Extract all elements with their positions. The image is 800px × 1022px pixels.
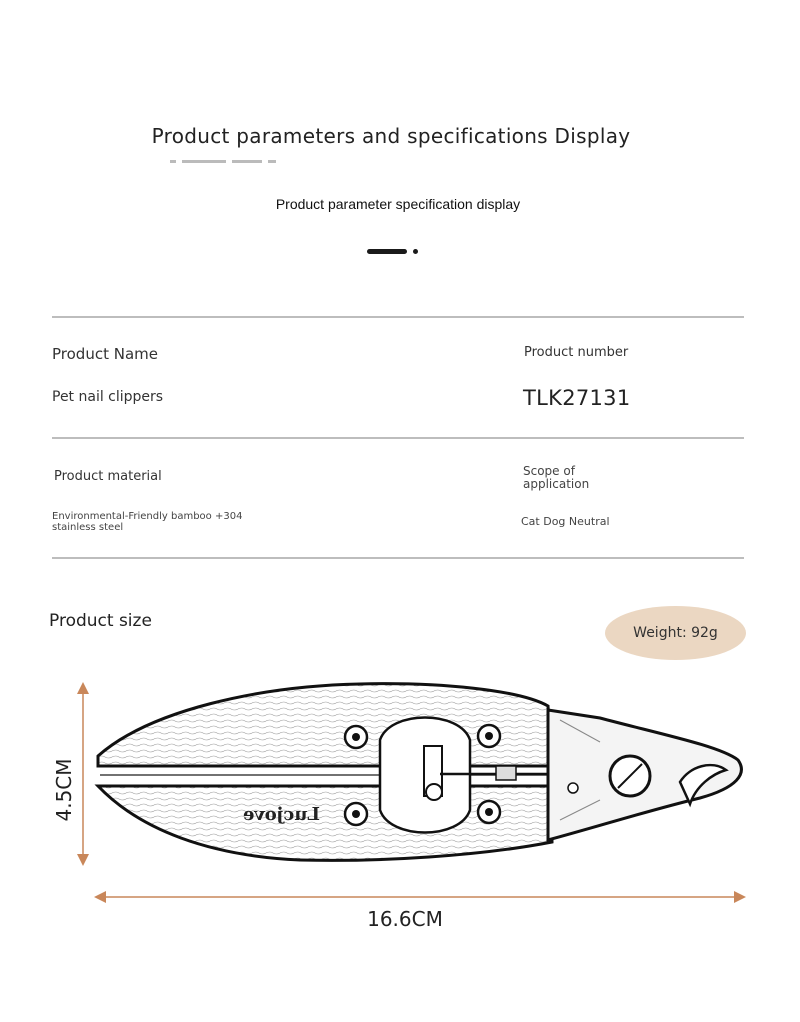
product-number-value: TLK27131 — [523, 386, 631, 410]
product-material-value-line2: stainless steel — [52, 522, 124, 533]
product-size-label: Product size — [49, 611, 152, 631]
product-material-value-line1: Environmental-Friendly bamboo +304 — [52, 511, 243, 522]
product-number-label: Product number — [524, 345, 629, 360]
length-dimension-label: 16.6CM — [367, 907, 443, 931]
brand-mark: Lucjove — [242, 804, 320, 825]
decorative-faded-text — [170, 160, 370, 166]
scope-label — [523, 465, 589, 491]
product-name-value: Pet nail clippers — [52, 389, 164, 405]
weight-text: Weight: 92g — [633, 625, 718, 641]
product-material-value — [52, 511, 242, 533]
page-subtitle: Product parameter specification display — [275, 196, 521, 212]
scope-label-line1: Scope of — [523, 464, 575, 478]
lower-handle — [98, 786, 552, 860]
decorative-dash — [367, 249, 407, 254]
scope-label-line2: application — [523, 477, 590, 491]
product-material-label: Product material — [54, 469, 162, 484]
divider-middle — [52, 437, 744, 439]
page-title: Product parameters and specifications Display — [151, 124, 631, 148]
scope-value: Cat Dog Neutral — [521, 515, 610, 528]
decorative-dot — [413, 249, 418, 254]
product-illustration — [0, 670, 800, 920]
divider-top — [52, 316, 744, 318]
height-dimension-label: 4.5CM — [52, 758, 76, 822]
product-name-label: Product Name — [52, 345, 158, 363]
divider-bottom — [52, 557, 744, 559]
upper-handle — [98, 684, 552, 766]
weight-badge — [605, 606, 746, 660]
